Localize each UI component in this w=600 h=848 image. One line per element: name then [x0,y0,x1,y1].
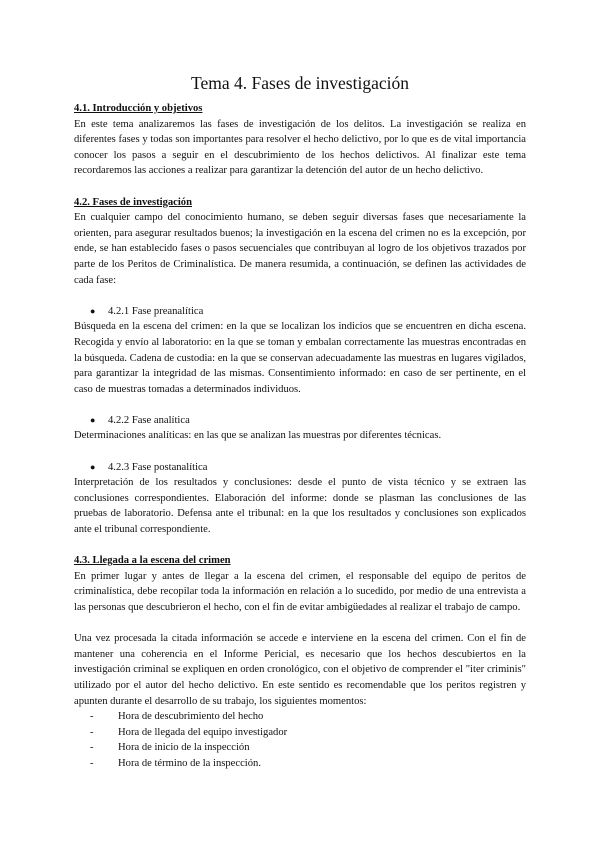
bullet-icon: ● [90,305,96,316]
fase-preanalitica-text: Búsqueda en la escena del crimen: en la que se localizan los indicios que se encuentren en dicha escena. Recogida y envío al laboratorio: en la que se toman y embalan correctamente las muestras encontradas en la búsqueda. Cadena de custodia: en la que se conservan adecuadamente las muestras en lugares vigilados, para garantizar la integridad de las mismas. Consentimiento informado: en caso de ser pertinente, en el caso de muestras tomadas a determinados individuos. [74,321,526,395]
list-item: - Hora de descubrimiento del hecho [90,711,264,723]
document-title: Tema 4. Fases de investigación [191,73,409,93]
bullet-fase-postanalitica [74,460,526,476]
section-heading-introduccion: 4.1. Introducción y objetivos [74,103,203,114]
list-item: - Hora de llegada del equipo investigador [90,726,288,738]
fase-analitica-text: Determinaciones analíticas: en las que se analizan las muestras por diferentes técnicas. [74,430,442,442]
bullet-icon: ● [90,461,96,472]
fase-postanalitica-text: Interpretación de los resultados y conclusiones: desde el punto de vista técnico y se extraen las conclusiones correspondientes. Elaboración del informe: donde se plasman las conclusiones de las pruebas de laboratorio. Defensa ante el tribunal: en la que los resultados y conclusiones son explicados ante el tribunal correspondiente. [74,477,526,536]
subsection-title: 4.2.1 Fase preanalítica [108,305,204,317]
bullet-fase-preanalitica [74,304,526,320]
section-fases-text: En cualquier campo del conocimiento humano, se deben seguir diversas fases que necesariamente la orienten, para asegurar resultados buenos; la investigación en la escena del crimen no es la excepción, por ende, se han establecido fases o pasos secuenciales que contribuyan al logro de los objetivos trazados por parte de los Peritos de Criminalística. De manera resumida, a continuación, se definen las actividades de cada fase: [74,212,526,286]
bullet-fase-analitica [74,413,526,429]
section-llegada-p1: En primer lugar y antes de llegar a la escena del crimen, el responsable del equipo de peritos de criminalística, debe recopilar toda la información en relación a lo sucedido, por medio de una entrevista a las personas que descubrieron el hecho, con el fin de evitar ambigüedades al realizar el trabajo de campo. [74,570,526,613]
section-heading-fases: 4.2. Fases de investigación [74,196,193,208]
section-introduccion-text: En este tema analizaremos las fases de investigación de los delitos. La investigación se realiza en diferentes fases y todas son importantes para resolver el hecho delictivo, por lo que es de vital importancia conocer los pasos a seguir en el descubrimiento de los hechos delictivos. Al finalizar este tema recordaremos las acciones a realizar para garantizar la detención del autor de un hecho delictivo. [74,118,526,177]
section-heading-llegada: 4.3. Llegada a la escena del crimen [74,555,231,567]
list-item: - Hora de inicio de la inspección [90,742,250,754]
section-llegada-p2: Una vez procesada la citada información se accede e interviene en la escena del crimen. Con el fin de mantener una coherencia en el Informe Pericial, es necesario que los hechos descubiertos en la investigación criminal se expliquen en orden cronológico, con el objetivo de comprender el "iter criminis" utilizado por el autor del hecho delictivo. En este sentido es recomendable que los peritos registren y apunten durante el desarrollo de su trabajo, los siguientes momentos: [74,633,526,707]
document-page [74,72,526,772]
bullet-icon: ● [90,414,96,425]
subsection-title: 4.2.3 Fase postanalítica [108,461,208,473]
list-item: - Hora de término de la inspección. [90,757,261,769]
subsection-title: 4.2.2 Fase analítica [108,414,190,426]
